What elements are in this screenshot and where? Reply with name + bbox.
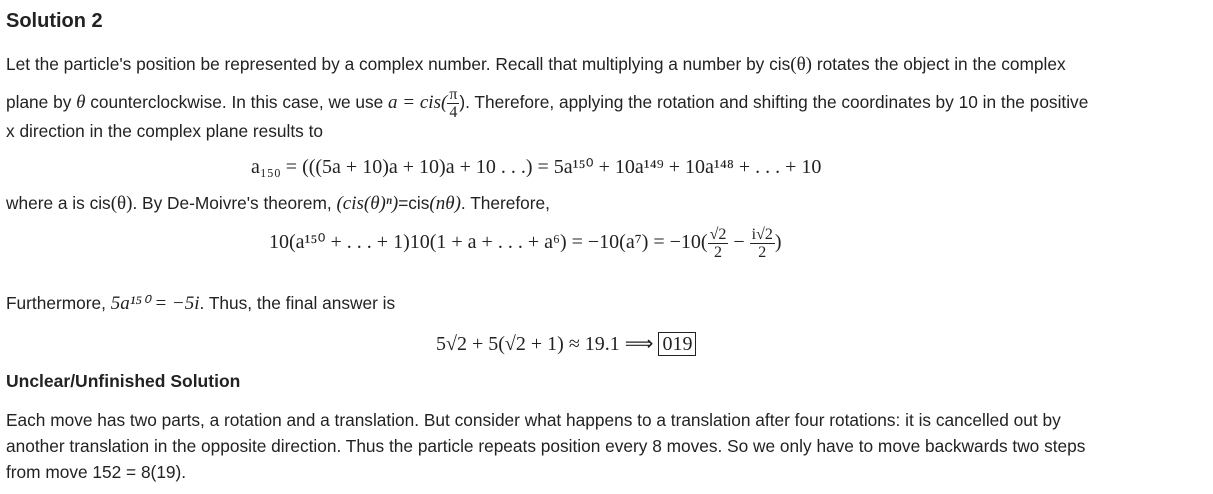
fraction-denominator: 2 [713,244,722,261]
unclear-line-2: another translation in the opposite direction. Thus the particle repeats position every 8 moves. So we only have to move backwards two steps [6,436,1086,456]
text-run: ). Therefore, applying the rotation and shifting the coordinates by 10 in the positive [459,92,1089,113]
paragraph-line-1 [6,54,1066,75]
math-a-cis: a = cis( [388,92,448,114]
math-n-theta: (nθ) [429,193,461,214]
fraction-numerator: π [449,86,458,103]
paragraph-line-4 [6,193,550,214]
text-run: Furthermore, [6,293,111,313]
fraction-denominator: 2 [758,244,767,261]
fraction-root2-over-2 [708,226,729,261]
unclear-line-1: Each move has two parts, a rotation and a translation. But consider what happens to a translation after four rotations: it is cancelled out by [6,410,1061,430]
equation-final-answer [436,331,696,356]
text-run: =cis [398,193,430,213]
math-de-moivre: (cis(θ)ⁿ) [336,193,399,214]
equation-part: 10(a¹⁵⁰ + . . . + 1)10(1 + a + . . . + a⁶) = −10(a⁷) = −10( [269,231,708,254]
text-run: . Thus, the final answer is [199,293,396,313]
text-run: . Therefore, [460,193,550,213]
fraction-numerator: √2 [709,226,727,243]
text-run: Let the particle's position be represented by a complex number. Recall that multiplying a number by cis [6,54,791,74]
paragraph-line-2 [6,86,1088,121]
equation-part: ) [774,231,782,254]
text-run: rotates the object in the complex [812,54,1066,74]
fraction-numerator: i√2 [751,226,773,243]
text-run: . By De-Moivre's theorem, [132,193,337,213]
text-run: where a is cis [6,193,111,213]
fraction-iroot2-over-2 [750,226,775,261]
text-run: plane by [6,92,77,113]
fraction-pi-over-4 [447,86,459,121]
math-5a150: 5a¹⁵⁰ = −5i [110,293,200,314]
equation-part: − [728,231,750,254]
paragraph-line-5 [6,293,395,314]
boxed-answer: 019 [658,332,696,356]
math-theta: θ [76,92,86,114]
unclear-solution-heading: Unclear/Unfinished Solution [6,371,241,391]
math-theta: (θ) [110,193,133,214]
equation-sum [269,226,782,261]
solution-2-heading: Solution 2 [6,10,103,32]
math-theta: (θ) [790,54,813,75]
fraction-denominator: 4 [449,104,458,121]
unclear-line-3: from move 152 = 8(19). [6,462,187,482]
text-run: counterclockwise. In this case, we use [85,92,389,113]
paragraph-line-3: x direction in the complex plane results to [6,121,323,141]
equation-part: 5√2 + 5(√2 + 1) ≈ 19.1 ⟹ [436,333,659,355]
equation-a150: a₁₅₀ = (((5a + 10)a + 10)a + 10 . . .) = 5a¹⁵⁰ + 10a¹⁴⁹ + 10a¹⁴⁸ + . . . + 10 [251,156,822,178]
